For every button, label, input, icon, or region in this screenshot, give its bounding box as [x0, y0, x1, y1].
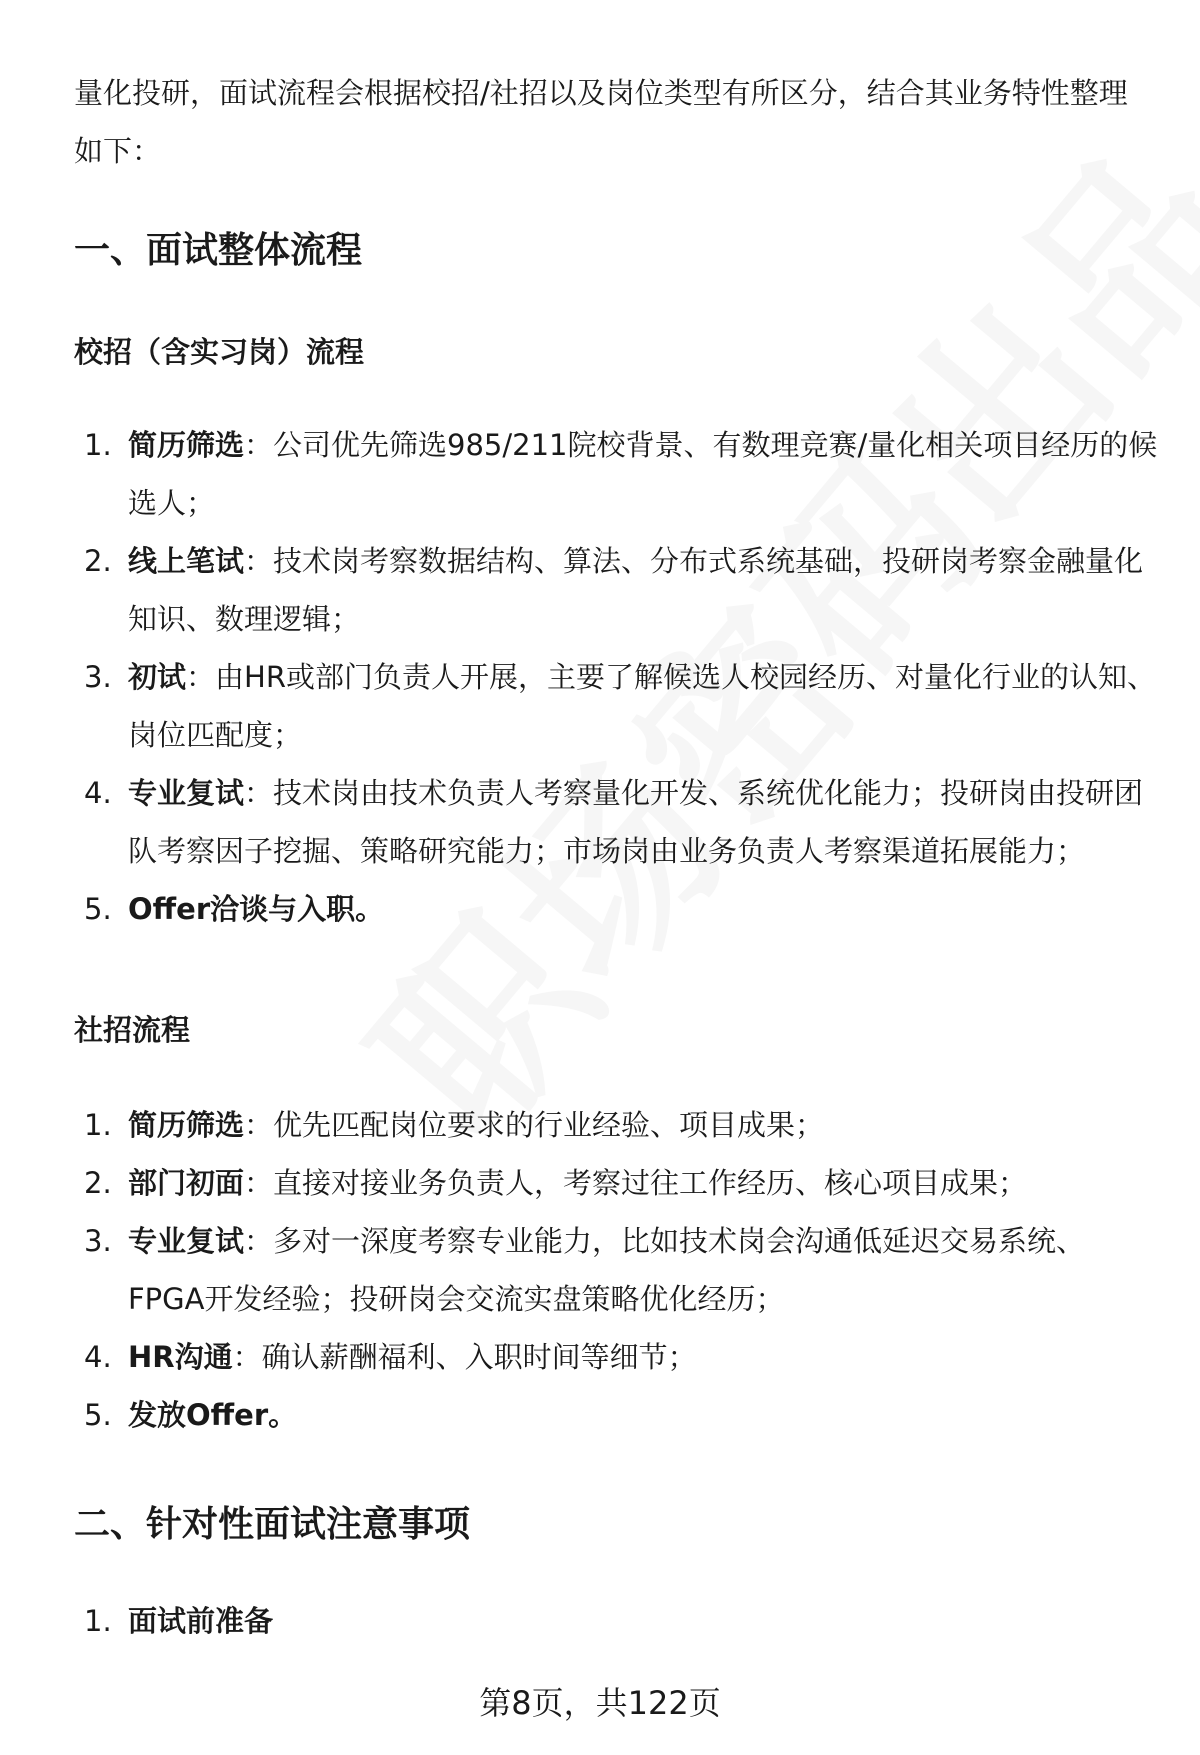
- item-text: ：由HR或部门负责人开展，主要了解候选人校园经历、对量化行业的认知、岗位匹配度；: [128, 660, 1156, 752]
- item-number: 4.: [84, 776, 112, 810]
- item-label: 部门初面: [128, 1166, 245, 1200]
- item-number: 3.: [84, 1224, 112, 1258]
- section2-list: [0, 1592, 1158, 1650]
- list-item: [0, 1096, 1158, 1154]
- item-label: 线上笔试: [128, 544, 245, 578]
- list-item: [0, 1386, 1158, 1444]
- item-number: 5.: [84, 1398, 112, 1432]
- list-item: [0, 880, 1158, 938]
- item-label: 面试前准备: [128, 1604, 274, 1638]
- campus-process-title: 校招（含实习岗）流程: [74, 335, 365, 369]
- list-item: [0, 1328, 1158, 1386]
- item-number: 3.: [84, 660, 112, 694]
- section1-title: 一、面试整体流程: [74, 230, 363, 271]
- list-item: [0, 764, 1158, 880]
- item-label: 简历筛选: [128, 428, 245, 462]
- section2-title: 二、针对性面试注意事项: [74, 1504, 471, 1545]
- item-label: 初试: [128, 660, 187, 694]
- item-label: 简历筛选: [128, 1108, 245, 1142]
- list-item: [0, 532, 1158, 648]
- item-number: 5.: [84, 892, 112, 926]
- list-item: [0, 1592, 1158, 1650]
- list-item: [0, 648, 1158, 764]
- item-label: 发放Offer。: [128, 1398, 298, 1432]
- item-number: 4.: [84, 1340, 112, 1374]
- list-item: [0, 416, 1158, 532]
- item-label: HR沟通: [128, 1340, 233, 1374]
- item-label: Offer洽谈与入职。: [128, 892, 385, 926]
- item-label: 专业复试: [128, 776, 245, 810]
- item-label: 专业复试: [128, 1224, 245, 1258]
- list-item: [0, 1212, 1158, 1328]
- item-text: ：优先匹配岗位要求的行业经验、项目成果；: [244, 1108, 825, 1142]
- item-text: ：技术岗由技术负责人考察量化开发、系统优化能力；投研岗由投研团队考察因子挖掘、策略研究能力；市场岗由业务负责人考察渠道拓展能力；: [128, 776, 1144, 868]
- item-number: 1.: [84, 1604, 112, 1638]
- item-number: 1.: [84, 1108, 112, 1142]
- item-text: ：公司优先筛选985/211院校背景、有数理竞赛/量化相关项目经历的候选人；: [128, 428, 1158, 520]
- campus-process-list: [0, 416, 1158, 938]
- item-number: 2.: [84, 1166, 112, 1200]
- social-process-title: 社招流程: [74, 1013, 191, 1047]
- item-text: ：直接对接业务负责人，考察过往工作经历、核心项目成果；: [244, 1166, 1028, 1200]
- item-number: 1.: [84, 428, 112, 462]
- list-item: [0, 1154, 1158, 1212]
- item-text: ：技术岗考察数据结构、算法、分布式系统基础，投研岗考察金融量化知识、数理逻辑；: [128, 544, 1144, 636]
- item-text: ：确认薪酬福利、入职时间等细节；: [232, 1340, 697, 1374]
- page-number-footer: 第8页，共122页: [479, 1684, 721, 1722]
- item-text: ：多对一深度考察专业能力，比如技术岗会沟通低延迟交易系统、FPGA开发经验；投研岗会交流实盘策略优化经历；: [128, 1224, 1086, 1316]
- intro-paragraph: 量化投研，面试流程会根据校招/社招以及岗位类型有所区分，结合其业务特性整理如下：: [74, 76, 1128, 168]
- social-process-list: [0, 1096, 1158, 1444]
- item-number: 2.: [84, 544, 112, 578]
